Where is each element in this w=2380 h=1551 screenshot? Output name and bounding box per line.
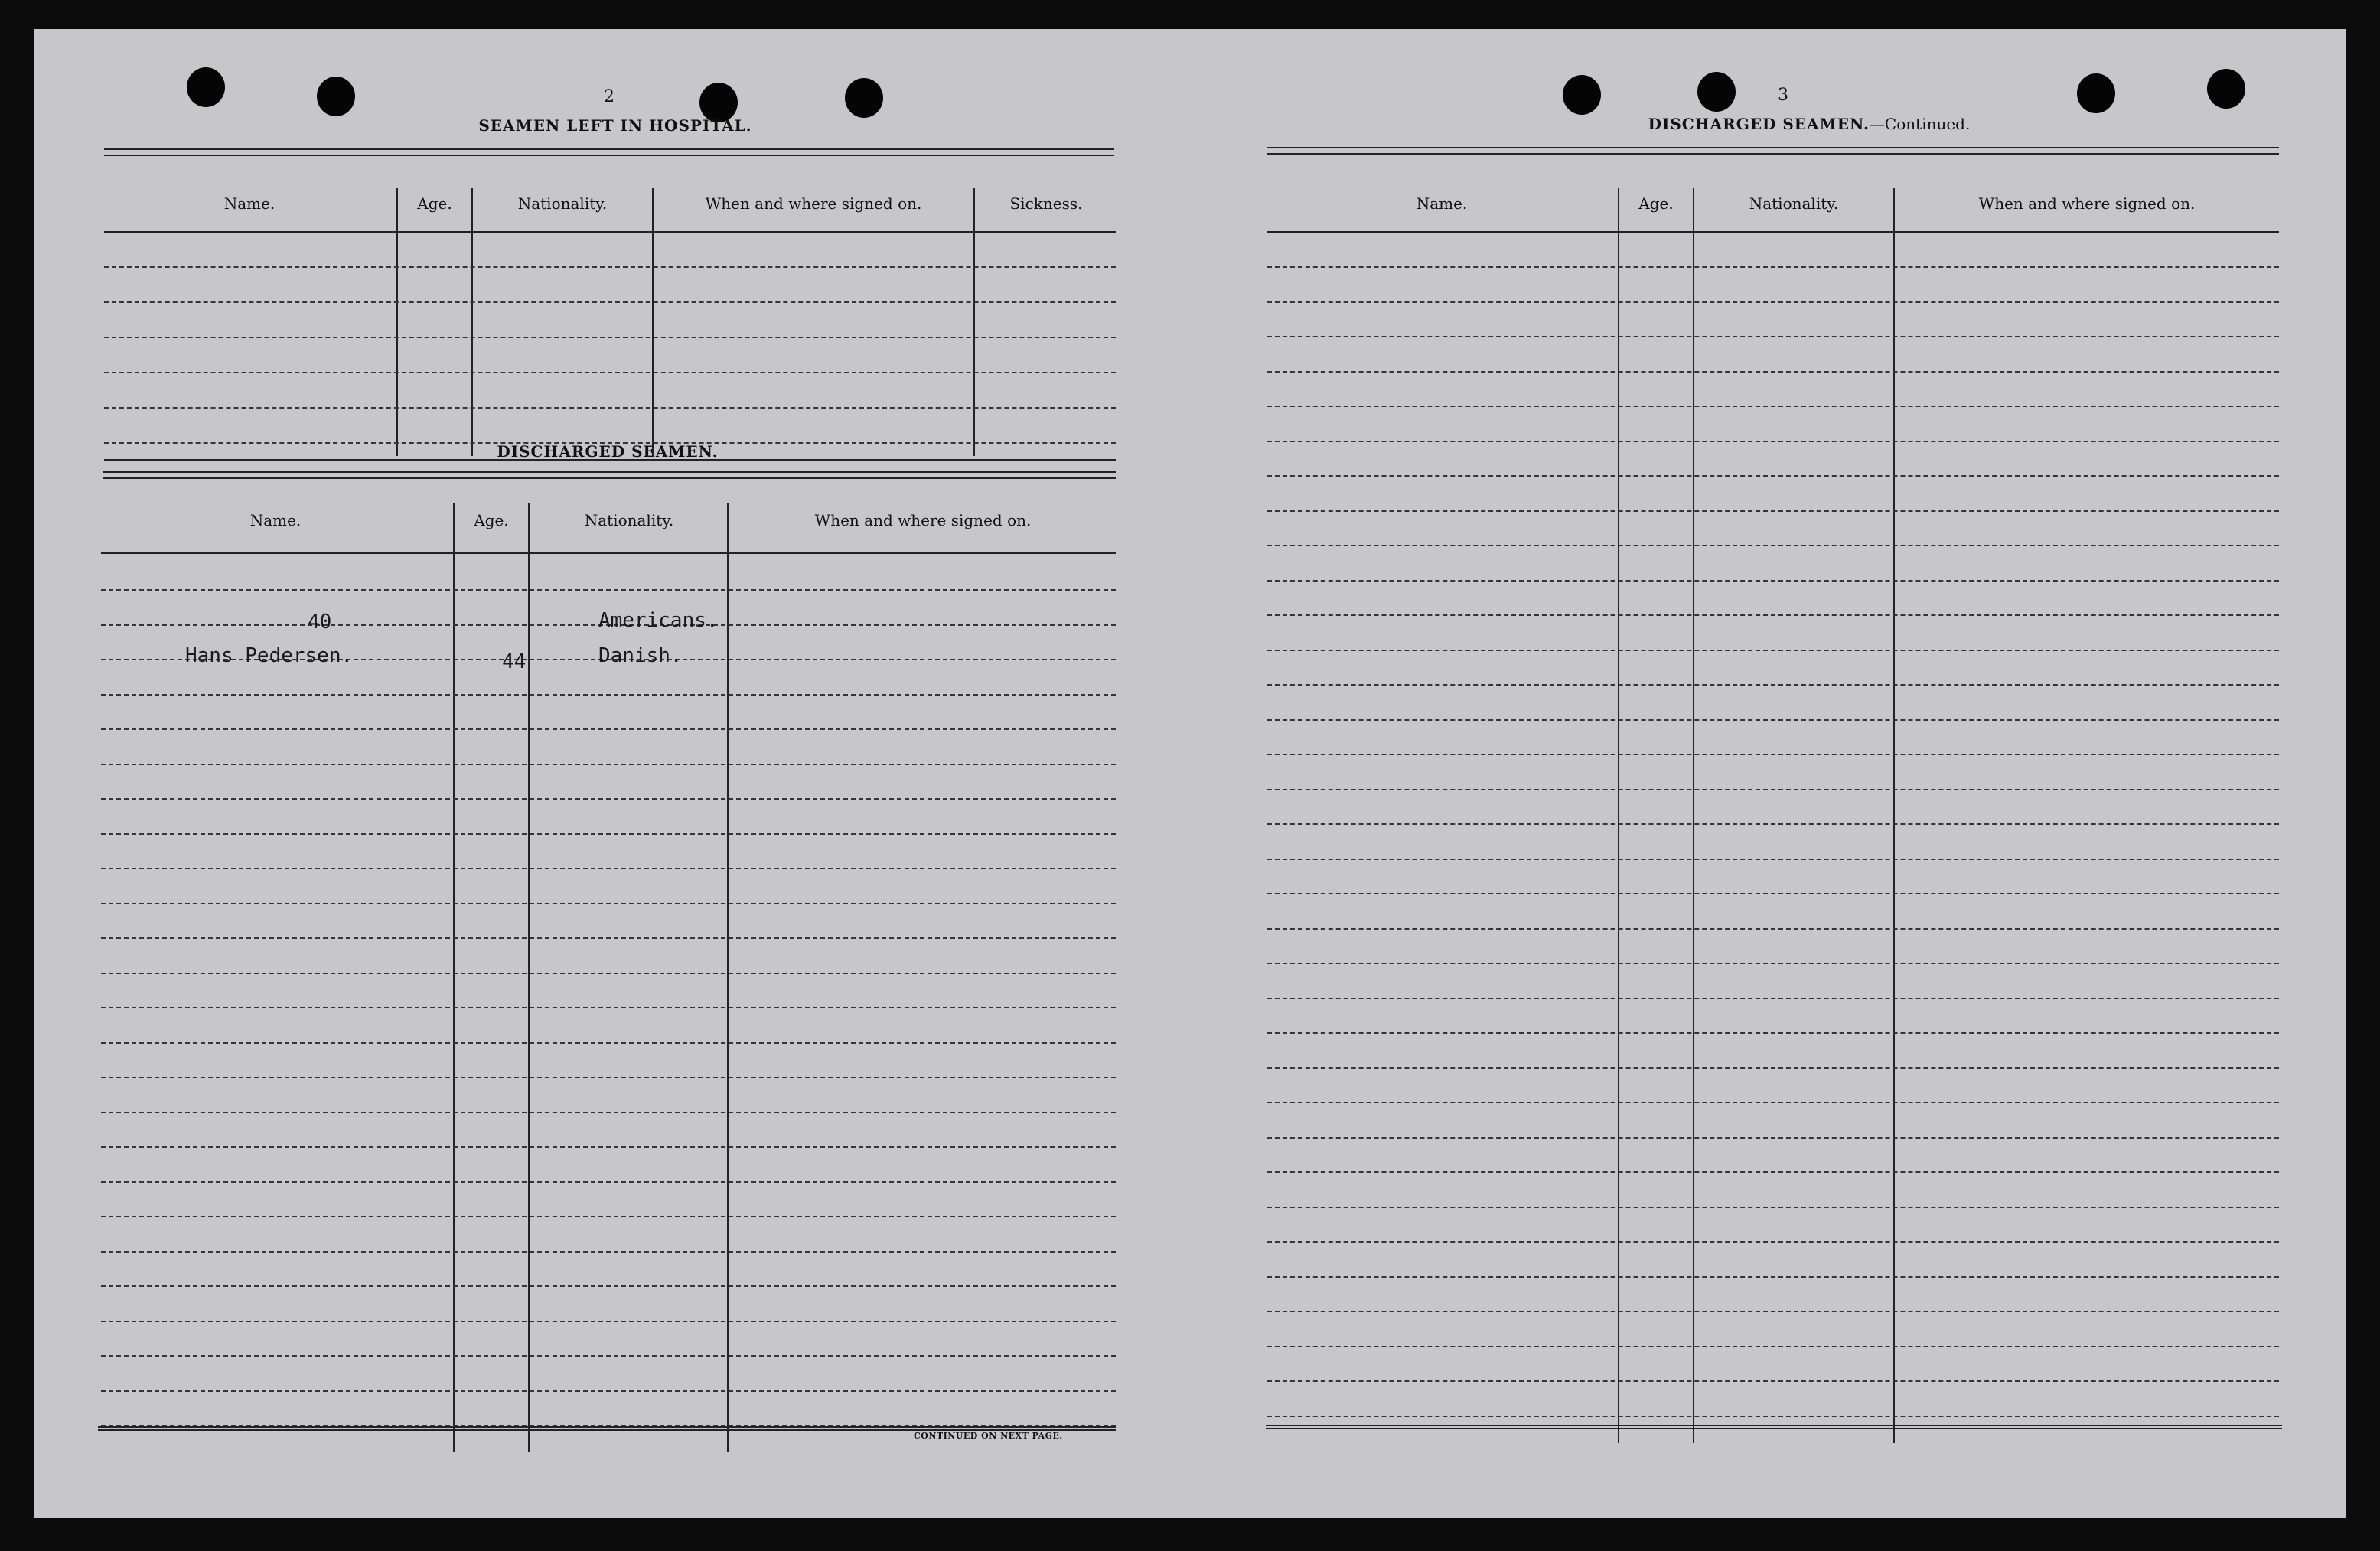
row-line <box>1267 1102 2279 1103</box>
discharged-table <box>101 481 1116 1468</box>
row-line <box>1267 789 2279 790</box>
row-line <box>1267 1416 2279 1417</box>
column-divider <box>1693 188 1694 1443</box>
row-line <box>1267 1137 2279 1139</box>
row-line <box>101 728 1116 730</box>
entry-name: Hans Pedersen. <box>185 644 354 667</box>
row-line <box>101 903 1116 904</box>
column-divider <box>652 188 654 456</box>
row-line <box>1267 684 2279 686</box>
row-line <box>101 1181 1116 1183</box>
page-number: 2 <box>604 87 615 106</box>
row-line <box>1267 823 2279 825</box>
col-head-nationality: Nationality. <box>584 511 674 529</box>
row-line <box>1267 859 2279 860</box>
row-line <box>1267 1311 2279 1312</box>
row-line <box>1267 266 2279 268</box>
row-line <box>101 589 1116 591</box>
column-divider <box>471 188 473 456</box>
column-divider <box>973 188 975 456</box>
discharged-continued-title <box>1595 115 2023 133</box>
hospital-table <box>104 159 1116 458</box>
row-line <box>101 973 1116 974</box>
col-head-name: Name. <box>1416 194 1468 213</box>
row-line <box>101 1285 1116 1287</box>
column-divider <box>453 503 455 1452</box>
row-line <box>101 798 1116 800</box>
discharged-section-title: DISCHARGED SEAMEN. <box>497 442 719 461</box>
row-line <box>1267 580 2279 582</box>
row-line <box>1267 1171 2279 1173</box>
row-line <box>1267 1067 2279 1069</box>
row-line <box>101 694 1116 696</box>
header-rule <box>101 552 1116 554</box>
title-suffix: —Continued. <box>1869 115 1971 133</box>
row-line <box>101 1146 1116 1148</box>
row-line <box>1267 545 2279 546</box>
page-number: 3 <box>1778 86 1788 105</box>
row-line <box>101 833 1116 835</box>
row-line <box>1267 614 2279 616</box>
row-line <box>101 868 1116 869</box>
rule <box>1266 1425 2282 1429</box>
document-sheet <box>34 29 2346 1518</box>
row-line <box>1267 963 2279 964</box>
row-line <box>1267 406 2279 407</box>
column-divider <box>396 188 398 456</box>
row-line <box>1267 441 2279 442</box>
row-line <box>101 1077 1116 1078</box>
rule <box>104 148 1114 156</box>
entry-nationality: Danish. <box>598 644 683 667</box>
discharged-continued-table <box>1267 158 2279 1451</box>
row-line <box>101 1321 1116 1322</box>
row-line <box>104 407 1116 409</box>
continued-note: CONTINUED ON NEXT PAGE. <box>914 1431 1063 1441</box>
row-line <box>1267 719 2279 721</box>
col-head-age: Age. <box>417 194 452 213</box>
header-rule <box>104 231 1116 233</box>
col-head-nationality: Nationality. <box>1749 194 1839 213</box>
col-head-sickness: Sickness. <box>1009 194 1083 213</box>
title-text: DISCHARGED SEAMEN. <box>1648 115 1870 133</box>
column-divider <box>1893 188 1895 1443</box>
row-line <box>101 1390 1116 1392</box>
row-line <box>1267 1346 2279 1347</box>
right-page <box>1182 29 2346 1518</box>
col-head-signed-on: When and where signed on. <box>1978 194 2196 213</box>
rule <box>103 471 1116 479</box>
row-line <box>101 937 1116 939</box>
entry-age: 44 <box>502 650 527 673</box>
row-line <box>1267 371 2279 373</box>
row-line <box>101 1112 1116 1113</box>
entry-nationality: Americans. <box>598 609 719 632</box>
row-line <box>1267 301 2279 303</box>
row-line <box>1267 1276 2279 1278</box>
col-head-name: Name. <box>223 194 275 213</box>
row-line <box>1267 893 2279 894</box>
row-line <box>1267 510 2279 512</box>
row-line <box>101 1216 1116 1217</box>
row-line <box>1267 1207 2279 1208</box>
col-head-name: Name. <box>249 511 302 529</box>
column-divider <box>727 503 729 1452</box>
left-page <box>34 29 1182 1518</box>
row-line <box>101 1042 1116 1044</box>
header-rule <box>1267 231 2279 233</box>
row-line <box>104 337 1116 338</box>
row-line <box>1267 754 2279 755</box>
row-line <box>101 1007 1116 1008</box>
row-line <box>1267 475 2279 477</box>
row-line <box>1267 998 2279 999</box>
row-line <box>1267 336 2279 337</box>
row-line <box>104 301 1116 303</box>
row-line <box>101 764 1116 765</box>
row-line <box>101 1251 1116 1253</box>
row-line <box>1267 650 2279 651</box>
row-line <box>104 372 1116 373</box>
row-line <box>1267 1032 2279 1034</box>
row-line <box>1267 1241 2279 1243</box>
rule <box>1267 147 2279 155</box>
row-line <box>101 1355 1116 1357</box>
entry-count: 40 <box>308 611 332 634</box>
col-head-age: Age. <box>1638 194 1674 213</box>
col-head-age: Age. <box>474 511 509 529</box>
column-divider <box>1618 188 1619 1443</box>
column-divider <box>528 503 530 1452</box>
row-line <box>1267 928 2279 930</box>
col-head-signed-on: When and where signed on. <box>705 194 922 213</box>
hospital-section-title: SEAMEN LEFT IN HOSPITAL. <box>478 116 752 135</box>
row-line <box>1267 1380 2279 1382</box>
col-head-signed-on: When and where signed on. <box>814 511 1032 529</box>
col-head-nationality: Nationality. <box>517 194 608 213</box>
row-line <box>104 266 1116 268</box>
